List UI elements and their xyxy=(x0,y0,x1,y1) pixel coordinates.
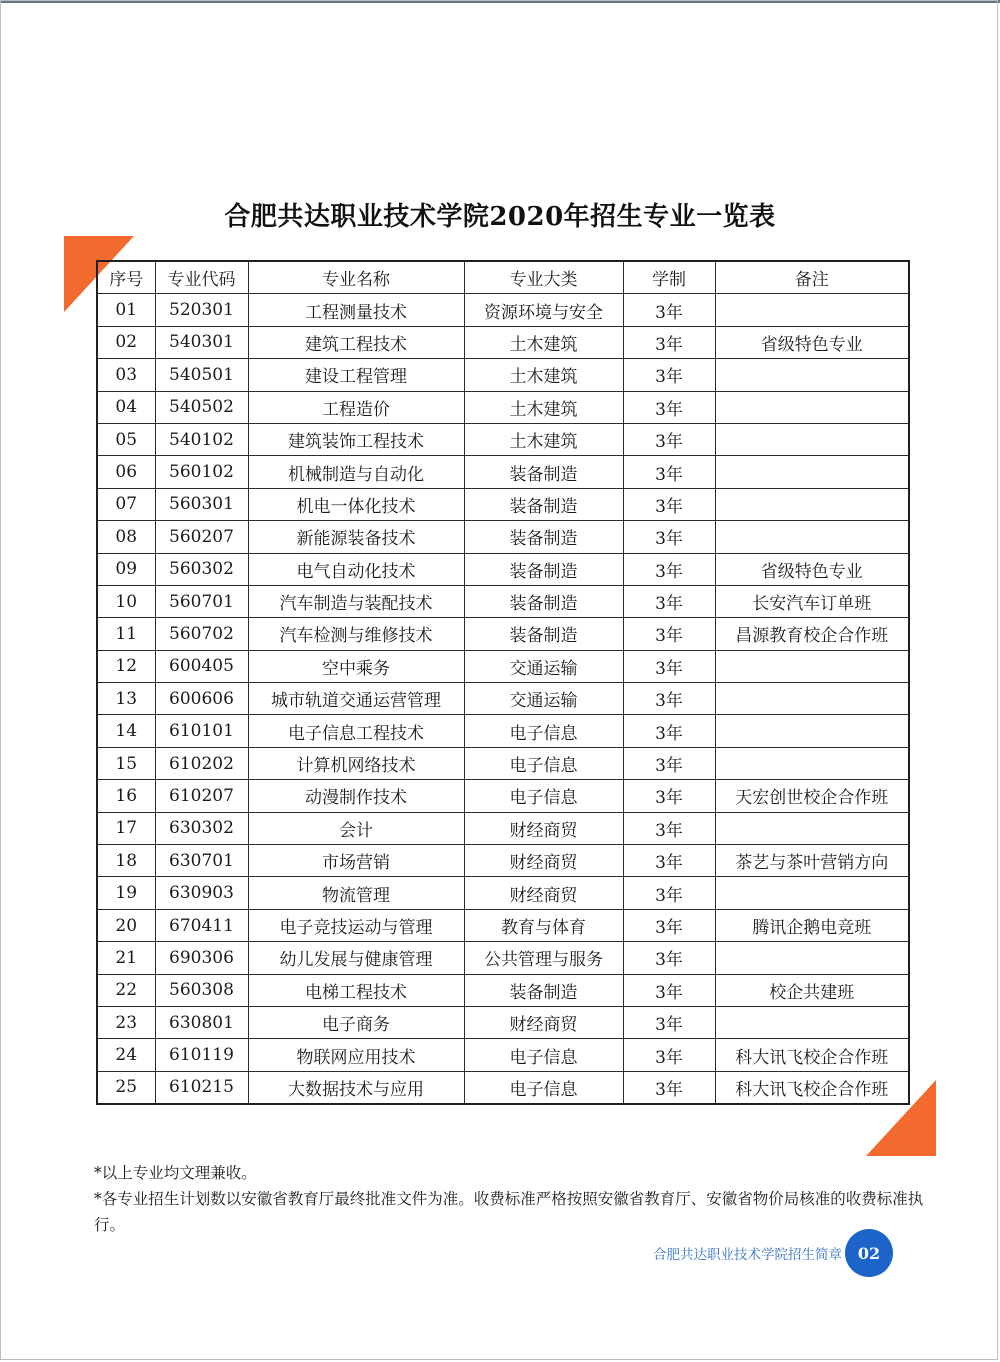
cell-category: 装备制造 xyxy=(464,553,623,585)
page-title: 合肥共达职业技术学院2020年招生专业一览表 xyxy=(224,202,776,232)
cell-code: 520301 xyxy=(155,294,248,326)
cell-duration: 3年 xyxy=(623,780,715,812)
cell-duration: 3年 xyxy=(623,456,715,488)
cell-name: 工程造价 xyxy=(248,391,464,423)
cell-name: 会计 xyxy=(248,812,464,844)
cell-duration: 3年 xyxy=(623,974,715,1006)
cell-remarks xyxy=(715,715,909,747)
table-row xyxy=(97,974,909,1006)
cell-code: 630903 xyxy=(155,877,248,909)
cell-category: 土木建筑 xyxy=(464,359,623,391)
table-row xyxy=(97,747,909,779)
cell-category: 资源环境与安全 xyxy=(464,294,623,326)
cell-category: 财经商贸 xyxy=(464,812,623,844)
table-row xyxy=(97,521,909,553)
cell-name: 大数据技术与应用 xyxy=(248,1071,464,1104)
cell-index: 15 xyxy=(97,747,155,779)
cell-index: 02 xyxy=(97,326,155,358)
cell-remarks xyxy=(715,683,909,715)
header-cell-remarks: 备注 xyxy=(715,261,909,294)
cell-index: 22 xyxy=(97,974,155,1006)
cell-remarks: 省级特色专业 xyxy=(715,326,909,358)
table-row xyxy=(97,909,909,941)
cell-remarks xyxy=(715,294,909,326)
cell-category: 财经商贸 xyxy=(464,877,623,909)
cell-category: 交通运输 xyxy=(464,683,623,715)
cell-name: 电梯工程技术 xyxy=(248,974,464,1006)
cell-remarks xyxy=(715,650,909,682)
cell-remarks xyxy=(715,359,909,391)
header-cell-name: 专业名称 xyxy=(248,261,464,294)
cell-name: 电子商务 xyxy=(248,1006,464,1038)
cell-index: 01 xyxy=(97,294,155,326)
cell-duration: 3年 xyxy=(623,877,715,909)
page-number-badge: 02 xyxy=(845,1229,893,1277)
cell-index: 08 xyxy=(97,521,155,553)
cell-name: 汽车制造与装配技术 xyxy=(248,585,464,617)
cell-name: 建筑工程技术 xyxy=(248,326,464,358)
cell-duration: 3年 xyxy=(623,359,715,391)
cell-category: 电子信息 xyxy=(464,747,623,779)
header-cell-category: 专业大类 xyxy=(464,261,623,294)
cell-duration: 3年 xyxy=(623,326,715,358)
cell-name: 电子竞技运动与管理 xyxy=(248,909,464,941)
cell-remarks: 科大讯飞校企合作班 xyxy=(715,1039,909,1071)
table-row xyxy=(97,585,909,617)
cell-name: 动漫制作技术 xyxy=(248,780,464,812)
table-row xyxy=(97,650,909,682)
cell-name: 机械制造与自动化 xyxy=(248,456,464,488)
cell-name: 建设工程管理 xyxy=(248,359,464,391)
cell-code: 690306 xyxy=(155,942,248,974)
cell-remarks: 腾讯企鹅电竞班 xyxy=(715,909,909,941)
cell-category: 电子信息 xyxy=(464,1039,623,1071)
cell-duration: 3年 xyxy=(623,650,715,682)
cell-duration: 3年 xyxy=(623,1039,715,1071)
cell-remarks xyxy=(715,391,909,423)
cell-category: 装备制造 xyxy=(464,974,623,1006)
cell-remarks xyxy=(715,488,909,520)
cell-index: 10 xyxy=(97,585,155,617)
cell-index: 07 xyxy=(97,488,155,520)
majors-table xyxy=(96,260,910,1105)
header-cell-code: 专业代码 xyxy=(155,261,248,294)
cell-remarks: 长安汽车订单班 xyxy=(715,585,909,617)
cell-index: 19 xyxy=(97,877,155,909)
cell-remarks xyxy=(715,747,909,779)
header-cell-duration: 学制 xyxy=(623,261,715,294)
cell-code: 600606 xyxy=(155,683,248,715)
cell-duration: 3年 xyxy=(623,683,715,715)
cell-index: 05 xyxy=(97,423,155,455)
cell-index: 24 xyxy=(97,1039,155,1071)
cell-name: 幼儿发展与健康管理 xyxy=(248,942,464,974)
cell-code: 540301 xyxy=(155,326,248,358)
cell-category: 财经商贸 xyxy=(464,845,623,877)
cell-category: 电子信息 xyxy=(464,1071,623,1104)
cell-name: 新能源装备技术 xyxy=(248,521,464,553)
table-row xyxy=(97,715,909,747)
cell-category: 土木建筑 xyxy=(464,391,623,423)
cell-remarks xyxy=(715,877,909,909)
table-row xyxy=(97,391,909,423)
table-row xyxy=(97,618,909,650)
cell-category: 装备制造 xyxy=(464,488,623,520)
cell-name: 电气自动化技术 xyxy=(248,553,464,585)
cell-duration: 3年 xyxy=(623,747,715,779)
table-body xyxy=(97,294,909,1104)
cell-remarks: 昌源教育校企合作班 xyxy=(715,618,909,650)
cell-index: 11 xyxy=(97,618,155,650)
cell-remarks: 省级特色专业 xyxy=(715,553,909,585)
cell-code: 540102 xyxy=(155,423,248,455)
cell-remarks xyxy=(715,942,909,974)
note-line: *以上专业均文理兼收。 xyxy=(94,1164,257,1182)
cell-code: 560308 xyxy=(155,974,248,1006)
cell-index: 06 xyxy=(97,456,155,488)
footer-label: 合肥共达职业技术学院招生简章 xyxy=(653,1247,842,1263)
cell-index: 12 xyxy=(97,650,155,682)
table-row xyxy=(97,326,909,358)
cell-category: 公共管理与服务 xyxy=(464,942,623,974)
table-row xyxy=(97,942,909,974)
cell-name: 电子信息工程技术 xyxy=(248,715,464,747)
table-row xyxy=(97,359,909,391)
table-row xyxy=(97,488,909,520)
table-header-row xyxy=(97,261,909,294)
cell-duration: 3年 xyxy=(623,294,715,326)
table-row xyxy=(97,845,909,877)
cell-code: 560302 xyxy=(155,553,248,585)
table-row xyxy=(97,780,909,812)
cell-name: 建筑装饰工程技术 xyxy=(248,423,464,455)
notes xyxy=(94,1160,924,1238)
cell-duration: 3年 xyxy=(623,391,715,423)
cell-category: 装备制造 xyxy=(464,521,623,553)
cell-category: 装备制造 xyxy=(464,456,623,488)
cell-remarks xyxy=(715,423,909,455)
cell-duration: 3年 xyxy=(623,845,715,877)
cell-code: 610101 xyxy=(155,715,248,747)
cell-category: 教育与体育 xyxy=(464,909,623,941)
cell-remarks: 茶艺与茶叶营销方向 xyxy=(715,845,909,877)
cell-code: 610207 xyxy=(155,780,248,812)
cell-index: 23 xyxy=(97,1006,155,1038)
cell-code: 540501 xyxy=(155,359,248,391)
cell-duration: 3年 xyxy=(623,812,715,844)
table-row xyxy=(97,812,909,844)
cell-name: 工程测量技术 xyxy=(248,294,464,326)
cell-index: 14 xyxy=(97,715,155,747)
cell-index: 25 xyxy=(97,1071,155,1104)
cell-code: 560301 xyxy=(155,488,248,520)
cell-index: 20 xyxy=(97,909,155,941)
header-cell-index: 序号 xyxy=(97,261,155,294)
cell-code: 560207 xyxy=(155,521,248,553)
cell-name: 空中乘务 xyxy=(248,650,464,682)
table-row xyxy=(97,553,909,585)
cell-name: 机电一体化技术 xyxy=(248,488,464,520)
cell-remarks xyxy=(715,1006,909,1038)
cell-code: 560701 xyxy=(155,585,248,617)
cell-index: 17 xyxy=(97,812,155,844)
cell-index: 09 xyxy=(97,553,155,585)
cell-category: 电子信息 xyxy=(464,715,623,747)
cell-code: 630302 xyxy=(155,812,248,844)
cell-code: 610215 xyxy=(155,1071,248,1104)
cell-duration: 3年 xyxy=(623,488,715,520)
cell-index: 16 xyxy=(97,780,155,812)
cell-category: 电子信息 xyxy=(464,780,623,812)
table-row xyxy=(97,294,909,326)
table-row xyxy=(97,683,909,715)
cell-duration: 3年 xyxy=(623,553,715,585)
cell-name: 计算机网络技术 xyxy=(248,747,464,779)
cell-remarks xyxy=(715,521,909,553)
cell-category: 装备制造 xyxy=(464,618,623,650)
cell-code: 540502 xyxy=(155,391,248,423)
cell-code: 600405 xyxy=(155,650,248,682)
table-row xyxy=(97,456,909,488)
table-row xyxy=(97,877,909,909)
cell-index: 03 xyxy=(97,359,155,391)
cell-duration: 3年 xyxy=(623,585,715,617)
cell-name: 城市轨道交通运营管理 xyxy=(248,683,464,715)
cell-code: 610119 xyxy=(155,1039,248,1071)
cell-category: 交通运输 xyxy=(464,650,623,682)
cell-index: 04 xyxy=(97,391,155,423)
cell-code: 630701 xyxy=(155,845,248,877)
cell-duration: 3年 xyxy=(623,909,715,941)
cell-duration: 3年 xyxy=(623,423,715,455)
cell-index: 21 xyxy=(97,942,155,974)
cell-category: 土木建筑 xyxy=(464,423,623,455)
cell-code: 630801 xyxy=(155,1006,248,1038)
corner-decoration-bottom-right xyxy=(866,1080,936,1156)
cell-category: 装备制造 xyxy=(464,585,623,617)
cell-code: 610202 xyxy=(155,747,248,779)
cell-remarks xyxy=(715,812,909,844)
note-line: *各专业招生计划数以安徽省教育厅最终批准文件为准。收费标准严格按照安徽省教育厅、安徽省物价局核准的收费标准执行。 xyxy=(94,1190,924,1234)
cell-name: 汽车检测与维修技术 xyxy=(248,618,464,650)
cell-duration: 3年 xyxy=(623,1006,715,1038)
cell-name: 市场营销 xyxy=(248,845,464,877)
cell-remarks xyxy=(715,456,909,488)
cell-name: 物流管理 xyxy=(248,877,464,909)
table-row xyxy=(97,1039,909,1071)
cell-duration: 3年 xyxy=(623,618,715,650)
table-row xyxy=(97,423,909,455)
cell-remarks: 校企共建班 xyxy=(715,974,909,1006)
cell-duration: 3年 xyxy=(623,521,715,553)
cell-remarks: 天宏创世校企合作班 xyxy=(715,780,909,812)
cell-code: 560702 xyxy=(155,618,248,650)
table-row xyxy=(97,1071,909,1104)
table-row xyxy=(97,1006,909,1038)
cell-duration: 3年 xyxy=(623,715,715,747)
cell-code: 670411 xyxy=(155,909,248,941)
cell-index: 18 xyxy=(97,845,155,877)
cell-duration: 3年 xyxy=(623,942,715,974)
cell-index: 13 xyxy=(97,683,155,715)
cell-remarks: 科大讯飞校企合作班 xyxy=(715,1071,909,1104)
cell-code: 560102 xyxy=(155,456,248,488)
cell-name: 物联网应用技术 xyxy=(248,1039,464,1071)
cell-duration: 3年 xyxy=(623,1071,715,1104)
cell-category: 土木建筑 xyxy=(464,326,623,358)
cell-category: 财经商贸 xyxy=(464,1006,623,1038)
